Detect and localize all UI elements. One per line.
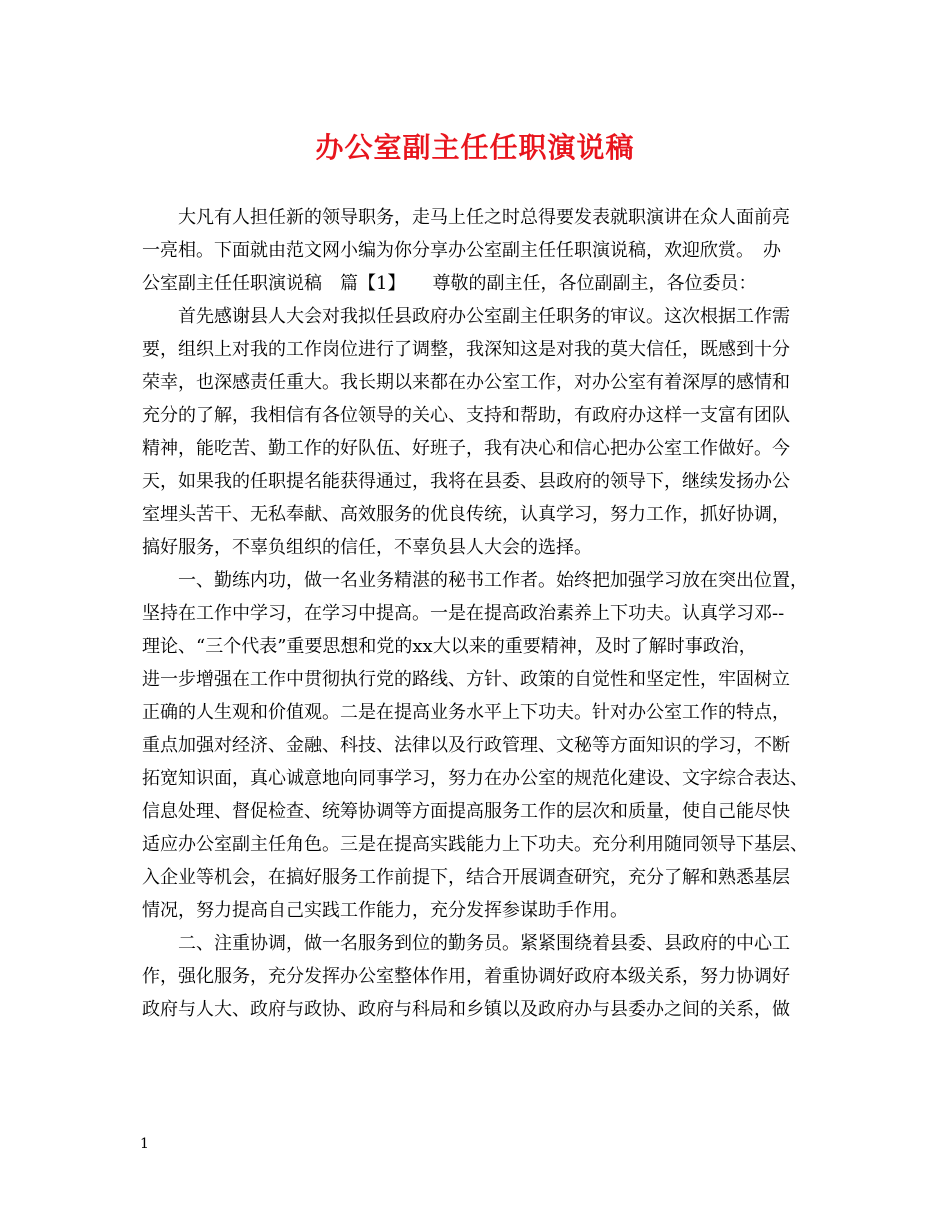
text-line: 二、注重协调，做一名服务到位的勤务员。紧紧围绕着县委、县政府的中心工 bbox=[142, 933, 790, 954]
document-title: 办公室副主任任职演说稿 bbox=[315, 131, 635, 164]
text-line: 作，强化服务，充分发挥办公室整体作用，着重协调好政府本级关系，努力协调好 bbox=[142, 966, 790, 987]
text-line: 荣幸，也深感责任重大。我长期以来都在办公室工作，对办公室有着深厚的感情和 bbox=[142, 372, 790, 393]
text-line: 政府与人大、政府与政协、政府与科局和乡镇以及政府办与县委办之间的关系，做 bbox=[142, 999, 790, 1020]
text-line: 坚持在工作中学习，在学习中提高。一是在提高政治素养上下功夫。认真学习邓-- bbox=[142, 603, 785, 624]
text-line: 情况，努力提高自己实践工作能力，充分发挥参谋助手作用。 bbox=[142, 900, 628, 921]
document-body bbox=[142, 201, 808, 1026]
text-line: 正确的人生观和价值观。二是在提高业务水平上下功夫。针对办公室工作的特点， bbox=[142, 702, 790, 723]
text-line: 室埋头苦干、无私奉献、高效服务的优良传统，认真学习，努力工作，抓好协调， bbox=[142, 504, 790, 525]
text-line: 信息处理、督促检查、统筹协调等方面提高服务工作的层次和质量，使自己能尽快 bbox=[142, 801, 790, 822]
text-line: 充分的了解，我相信有各位领导的关心、支持和帮助，有政府办这样一支富有团队 bbox=[142, 405, 790, 426]
text-line: 拓宽知识面，真心诚意地向同事学习，努力在办公室的规范化建设、文字综合表达、 bbox=[142, 768, 808, 789]
text-line: 入企业等机会，在搞好服务工作前提下，结合开展调查研究，充分了解和熟悉基层 bbox=[142, 867, 790, 888]
text-line: 大凡有人担任新的领导职务，走马上任之时总得要发表就职演讲在众人面前亮 bbox=[142, 207, 790, 228]
text-line: 天，如果我的任职提名能获得通过，我将在县委、县政府的领导下，继续发扬办公 bbox=[142, 471, 790, 492]
text-line: 一、勤练内功，做一名业务精湛的秘书工作者。始终把加强学习放在突出位置， bbox=[142, 570, 808, 591]
page-number: 1 bbox=[140, 1136, 149, 1152]
text-line: 一亮相。下面就由范文网小编为你分享办公室副主任任职演说稿，欢迎欣赏。 办 bbox=[142, 240, 781, 261]
text-line: 适应办公室副主任角色。三是在提高实践能力上下功夫。充分利用随同领导下基层、 bbox=[142, 834, 808, 855]
text-line: 理论、“三个代表”重要思想和党的xx大以来的重要精神，及时了解时事政治， bbox=[142, 636, 757, 657]
text-line: 重点加强对经济、金融、科技、法律以及行政管理、文秘等方面知识的学习，不断 bbox=[142, 735, 790, 756]
text-line: 首先感谢县人大会对我拟任县政府办公室副主任职务的审议。这次根据工作需 bbox=[142, 306, 790, 327]
text-line: 进一步增强在工作中贯彻执行党的路线、方针、政策的自觉性和坚定性，牢固树立 bbox=[142, 669, 790, 690]
text-line: 精神，能吃苦、勤工作的好队伍、好班子，我有决心和信心把办公室工作做好。今 bbox=[142, 438, 790, 459]
text-line: 要，组织上对我的工作岗位进行了调整，我深知这是对我的莫大信任，既感到十分 bbox=[142, 339, 790, 360]
text-line: 搞好服务，不辜负组织的信任，不辜负县人大会的选择。 bbox=[142, 537, 592, 558]
text-line: 公室副主任任职演说稿 篇【1】 尊敬的副主任，各位副副主，各位委员： bbox=[142, 273, 757, 294]
